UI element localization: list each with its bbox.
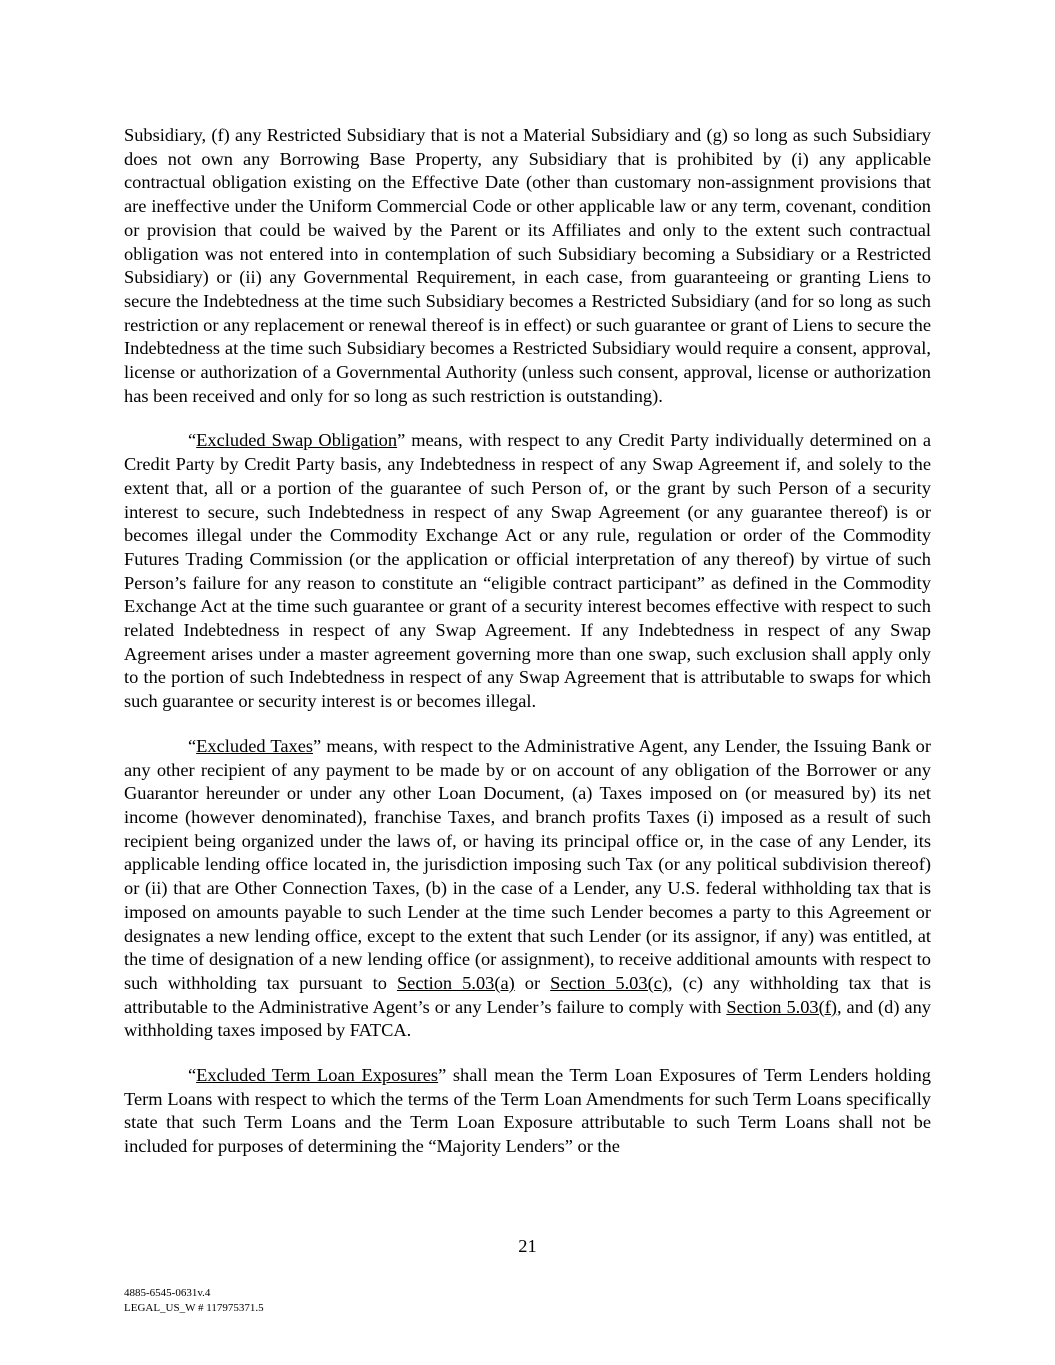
paragraph-excluded-taxes xyxy=(124,735,931,1043)
footer-doc-id: 4885-6545-0631v.4 xyxy=(124,1287,211,1299)
paragraph-text: “ xyxy=(188,735,197,756)
paragraph-text: ” shall mean the Term Loan Exposures of Term Lenders holding Term Loans with respect to which the terms of the Term Loan Amendments for such Term Loans specifically state that such Term Loans and the Term Loan Exposure attributable to such Term Loans shall not be included for purposes of determining the “Majority Lenders” or the xyxy=(124,1065,932,1157)
underlined-term: Excluded Taxes xyxy=(196,735,314,756)
paragraph-text: “ xyxy=(188,430,197,451)
paragraph-excluded-swap-obligation xyxy=(124,429,931,713)
paragraph-text: ” means, with respect to the Administrative Agent, any Lender, the Issuing Bank or any other recipient of any payment to be made by or on account of any obligation of the Borrower or any Guarantor hereunder or under any other Loan Document, (a) Taxes imposed on (or measured by) its net income (however denominated), franchise Taxes, and branch profits Taxes (i) imposed as a result of such recipient being organized under the laws of, or having its principal office or, in the case of any Lender, its applicable lending office located in, the jurisdiction imposing such Tax (or any political subdivision thereof) or (ii) that are Other Connection Taxes, (b) in the case of a Lender, any U.S. federal withholding tax that is imposed on amounts payable to such Lender at the time such Lender becomes a party to this Agreement or designates a new lending office, except to the extent that such Lender (or its assignor, if any) was entitled, at the time of designation of a new lending office (or assignment), to receive additional amounts with respect to such withholding tax pursuant to xyxy=(124,735,931,993)
paragraph-text: Subsidiary, (f) any Restricted Subsidiary that is not a Material Subsidiary and (g) so long as such Subsidiary does not own any Borrowing Base Property, any Subsidiary that is prohibited by (i) any applicable contractual obligation existing on the Effective Date (other than customary non-assignment provisions that are ineffective under the Uniform Commercial Code or other applicable law or any term, covenant, condition or provision that could be waived by the Parent or its Affiliates and only to the extent such contractual obligation was not entered into in contemplation of such Subsidiary becoming a Subsidiary or a Restricted Subsidiary) or (ii) any Governmental Requirement, in each case, from guaranteeing or granting Liens to secure the Indebtedness at the time such Subsidiary becomes a Restricted Subsidiary (and for so long as such restriction or any replacement or renewal thereof is in effect) or such guarantee or grant of Liens to secure the Indebtedness at the time such Subsidiary becomes a Restricted Subsidiary would require a consent, approval, license or authorization of a Governmental Authority (unless such consent, approval, license or authorization has been received and only for so long as such restriction is outstanding). xyxy=(124,125,931,406)
document-body xyxy=(124,124,931,1159)
paragraph-excluded-term-loan-exposures xyxy=(124,1064,931,1159)
underlined-term: Section 5.03(a) xyxy=(396,972,515,993)
underlined-term: Excluded Term Loan Exposures xyxy=(196,1065,439,1086)
paragraph-text: , (c) any withholding tax that is attributable to the Administrative Agent’s or any Lender’s failure to comply with xyxy=(124,972,932,1017)
underlined-term: Section 5.03(c) xyxy=(550,972,668,993)
page-number: 21 xyxy=(518,1236,537,1256)
paragraph-text: or xyxy=(514,972,551,993)
paragraph-text: , and (d) any withholding taxes imposed by FATCA. xyxy=(124,996,931,1041)
paragraph-text: “ xyxy=(188,1065,197,1086)
document-footer xyxy=(124,1286,264,1316)
footer-legal-id: LEGAL_US_W # 117975371.5 xyxy=(124,1302,264,1314)
paragraph-subsidiary-continuation xyxy=(124,124,931,408)
paragraph-text: ” means, with respect to any Credit Party individually determined on a Credit Party by Credit Party basis, any Indebtedness in respect of any Swap Agreement if, and solely to the extent that, all or a portion of the guarantee of such Person of, or the grant by such Person of a security interest to secure, such Indebtedness in respect of any Swap Agreement (or any guarantee thereof) is or becomes illegal under the Commodity Exchange Act or any rule, regulation or order of the Commodity Futures Trading Commission (or the application or official interpretation of any thereof) by virtue of such Person’s failure for any reason to constitute an “eligible contract participant” as defined in the Commodity Exchange Act at the time such guarantee or grant of a security interest becomes effective with respect to such related Indebtedness in respect of any Swap Agreement. If any Indebtedness in respect of any Swap Agreement arises under a master agreement governing more than one swap, such exclusion shall apply only to the portion of such Indebtedness in respect of any Swap Agreement that is attributable to swaps for which such guarantee or security interest is or becomes illegal. xyxy=(124,430,931,712)
underlined-term: Section 5.03(f) xyxy=(726,996,838,1017)
underlined-term: Excluded Swap Obligation xyxy=(196,430,398,451)
